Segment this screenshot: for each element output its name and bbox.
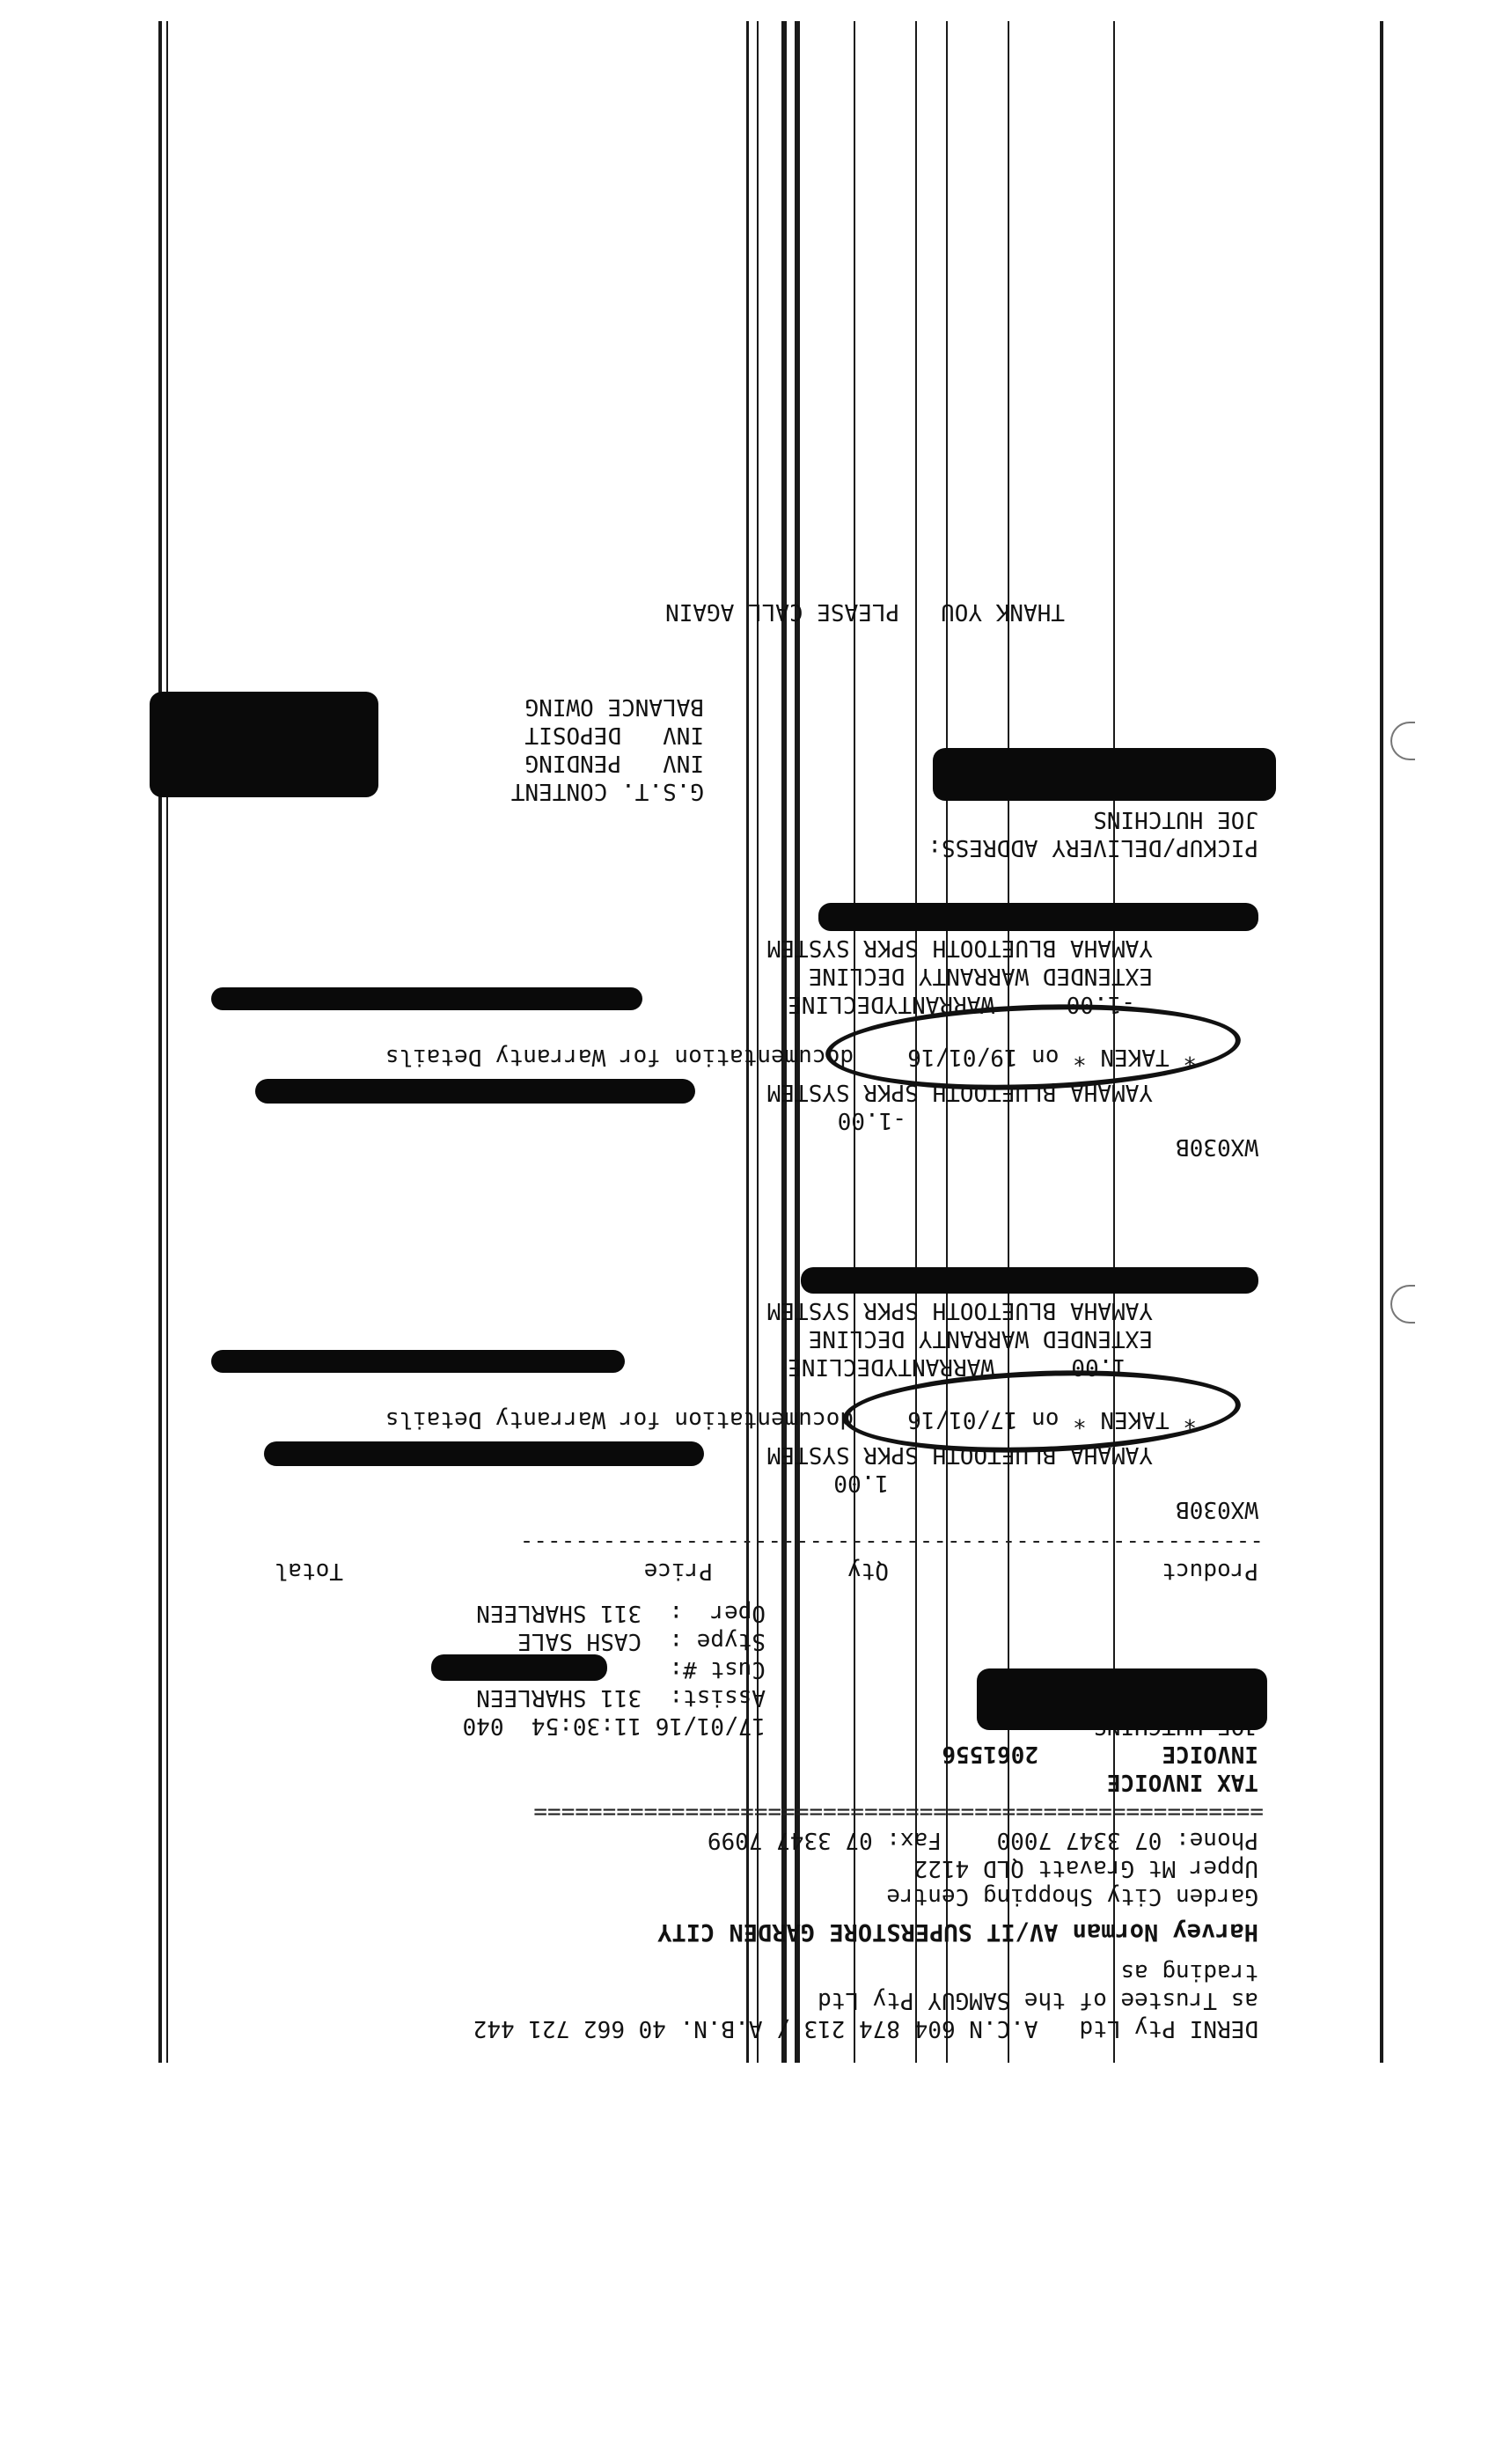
address-line-2: Upper Mt Gravatt QLD 4122 (913, 1855, 1258, 1881)
redaction-mark (801, 1267, 1258, 1294)
balance-owing-label: BALANCE OWING (524, 693, 704, 720)
item-qty: -1.00 (1066, 991, 1135, 1017)
item-description: EXTENDED WARRANTY DECLINE (808, 1325, 1153, 1352)
address-line-1: Garden City Shopping Centre (886, 1883, 1258, 1910)
scan-line (166, 21, 168, 2063)
gst-content-label: G.S.T. CONTENT (510, 778, 704, 804)
invoice-label: INVOICE (1162, 1741, 1258, 1767)
redaction-mark (818, 903, 1258, 931)
redaction-mark (977, 1668, 1267, 1730)
punch-hole (1390, 722, 1415, 760)
item-qty: 1.00 (833, 1470, 889, 1496)
invoice-date-time: 17/01/16 11:30:54 040 (462, 1712, 766, 1739)
tax-invoice-heading: TAX INVOICE (1106, 1769, 1258, 1795)
pickup-name: JOE HUTCHINS (1093, 806, 1258, 832)
redaction-mark (264, 1441, 704, 1466)
customer-number-line: Cust #: (669, 1656, 766, 1683)
inv-deposit-label: INV DEPOSIT (524, 722, 704, 748)
punch-hole (1390, 1285, 1415, 1324)
sale-type-line: Stype : CASH SALE (517, 1628, 766, 1654)
thank-you-line: THANK YOU PLEASE CALL AGAIN (665, 598, 1065, 625)
taken-note: * TAKEN * on 17/01/16 (907, 1406, 1197, 1433)
taken-note: * TAKEN * on 19/01/16 (907, 1044, 1197, 1070)
redaction-mark (255, 1079, 695, 1104)
company-line: DERNI Pty Ltd A.C.N 604 874 213 / A.B.N. 40 662 721 442 (473, 2015, 1258, 2042)
item-qty: 1.00 (1071, 1353, 1126, 1380)
column-total: Total (274, 1558, 343, 1584)
column-qty: Qty (847, 1558, 889, 1584)
pickup-label: PICKUP/DELIVERY ADDRESS: (928, 834, 1258, 861)
operator-line: Oper : 311 SHARLEEN (476, 1600, 766, 1626)
item-description: YAMAHA BLUETOOTH SPKR SYSTEM (766, 935, 1153, 961)
redaction-mark (933, 748, 1276, 801)
item-description: EXTENDED WARRANTY DECLINE (808, 963, 1153, 989)
inv-pending-label: INV PENDING (524, 750, 704, 776)
redaction-mark (211, 1350, 625, 1373)
trading-line: trading as (1120, 1959, 1258, 1985)
redaction-mark (150, 692, 378, 797)
item-description: YAMAHA BLUETOOTH SPKR SYSTEM (766, 1441, 1153, 1468)
redaction-mark (431, 1654, 607, 1681)
scan-line (1380, 21, 1383, 2063)
item-description: YAMAHA BLUETOOTH SPKR SYSTEM (766, 1297, 1153, 1324)
scan-line (158, 21, 162, 2063)
item-code: WX030B (1176, 1133, 1258, 1160)
assist-line: Assist: 311 SHARLEEN (476, 1684, 766, 1711)
receipt (238, 264, 1264, 2068)
trustee-line: as Trustee of the SAMGUY Pty Ltd (818, 1987, 1258, 2013)
dash-separator: ------------------------------------------------------ (519, 1529, 1264, 1556)
item-qty: -1.00 (837, 1107, 906, 1133)
item-description: YAMAHA BLUETOOTH SPKR SYSTEM (766, 1079, 1153, 1105)
item-code: WX030B (1176, 1496, 1258, 1522)
column-price: Price (643, 1558, 713, 1584)
column-product: Product (1162, 1558, 1258, 1584)
store-name: Harvey Norman AV/IT SUPERSTORE GARDEN CITY (657, 1918, 1258, 1946)
redaction-mark (211, 987, 642, 1010)
item-code: WARRANTYDECLINE (788, 1353, 994, 1380)
warranty-doc-note: documentation for Warranty Details (385, 1044, 854, 1070)
invoice-number: 2061556 (942, 1741, 1038, 1767)
warranty-doc-note: documentation for Warranty Details (385, 1406, 854, 1433)
item-code: WARRANTYDECLINE (788, 991, 994, 1017)
phone-line: Phone: 07 3347 7000 Fax: 07 3347 7099 (707, 1827, 1258, 1853)
double-separator: ===================================================== (533, 1799, 1264, 1825)
